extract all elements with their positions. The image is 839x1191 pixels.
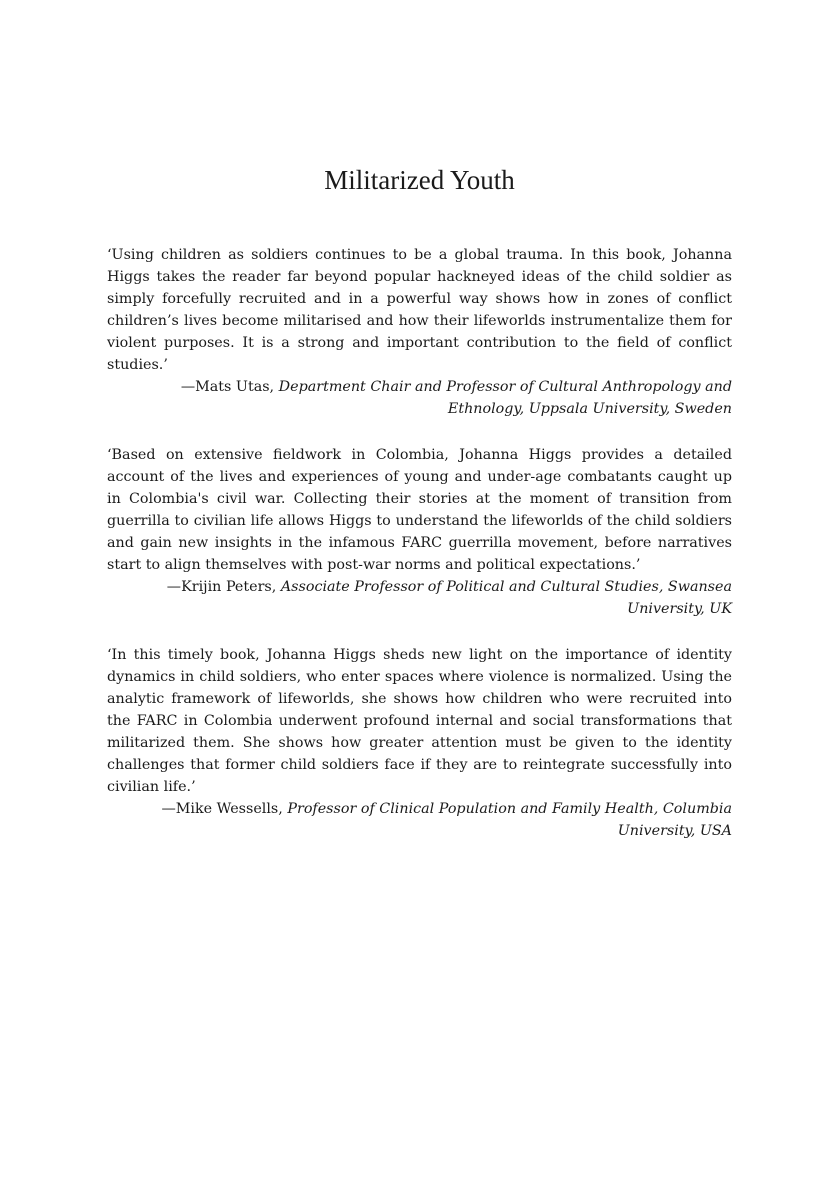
endorsement-attribution xyxy=(107,576,732,620)
endorsement-role: Professor of Clinical Population and Family Health, Columbia University, USA xyxy=(287,801,732,839)
page-title: Militarized Youth xyxy=(324,165,515,195)
endorsement-wessells xyxy=(107,644,732,842)
endorsement-author: —Mike Wessells, xyxy=(161,801,288,817)
endorsement-peters xyxy=(107,444,732,620)
endorsement-quote: ‘Using children as soldiers continues to be a global trauma. In this book, Johanna Higgs takes the reader far beyond popular hackneyed ideas of the child soldier as simply forcefully recruited and in a powerful way shows how in zones of conflict children’s lives become militarised and how their lifeworlds instrumentalize them for violent purposes. It is a strong and important contribution to the field of conflict studies.’ xyxy=(107,247,732,373)
endorsement-utas xyxy=(107,244,732,420)
endorsement-author: —Mats Utas, xyxy=(180,379,279,395)
endorsement-author: —Krijin Peters, xyxy=(166,579,281,595)
endorsement-role: Department Chair and Professor of Cultural Anthropology and Ethnology, Uppsala University, Sweden xyxy=(278,379,732,417)
endorsement-role: Associate Professor of Political and Cultural Studies, Swansea University, UK xyxy=(280,579,732,617)
endorsement-attribution xyxy=(107,798,732,842)
endorsement-attribution xyxy=(107,376,732,420)
endorsement-quote: ‘In this timely book, Johanna Higgs sheds new light on the importance of identity dynamics in child soldiers, who enter spaces where violence is normalized. Using the analytic framework of lifeworlds, she shows how children who were recruited into the FARC in Colombia underwent profound internal and social transformations that militarized them. She shows how greater attention must be given to the identity challenges that former child soldiers face if they are to reintegrate successfully into civilian life.’ xyxy=(107,647,732,795)
endorsements xyxy=(107,244,732,866)
endorsement-quote: ‘Based on extensive fieldwork in Colombia, Johanna Higgs provides a detailed account of the lives and experiences of young and under-age combatants caught up in Colombia's civil war. Collecting their stories at the moment of transition from guerrilla to civilian life allows Higgs to understand the lifeworlds of the child soldiers and gain new insights in the infamous FARC guerrilla movement, before narratives start to align themselves with post-war norms and political expectations.’ xyxy=(107,447,732,573)
